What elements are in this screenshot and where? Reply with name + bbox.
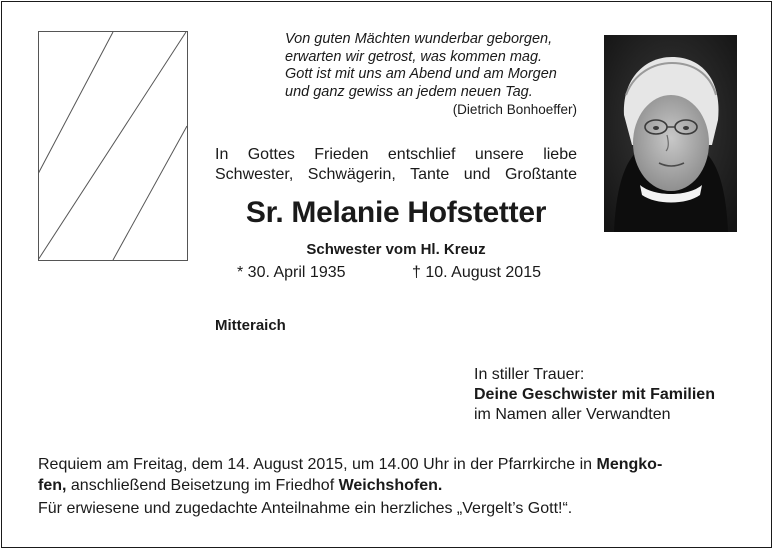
quote-line: Gott ist mit uns am Abend und am Morgen [285,66,557,83]
funeral-details [38,455,738,496]
funeral-text-2: anschließend Beisetzung im Friedhof [66,476,339,494]
church-place-cont: fen, [38,476,67,494]
deceased-name: Sr. Melanie Hofstetter [245,196,547,229]
portrait-photo [604,35,737,232]
cross-placeholder-box [38,31,188,261]
intro-line: Schwester, Schwägerin, Tante und Großtante [215,166,577,183]
quote-line: und ganz gewiss an jedem neuen Tag. [285,83,533,100]
mourners-relatives: im Namen aller Verwandten [474,406,671,423]
church-place: Mengko- [596,456,663,473]
intro-text [215,145,577,185]
mourners-family: Deine Geschwister mit Familien [474,386,715,403]
residence-place: Mitteraich [215,317,286,334]
funeral-text-1: Requiem am Freitag, dem 14. August 2015, um 14.00 Uhr in der Pfarrkirche in [38,456,597,473]
death-date: † 10. August 2015 [412,264,541,281]
quote-line: erwarten wir getrost, was kommen mag. [285,48,543,65]
birth-date: * 30. April 1935 [237,264,346,281]
mourners-block [474,365,715,425]
thanks-text: Für erwiesene und zugedachte Anteilnahme ein herzliches „Vergelt’s Gott!“. [38,500,573,517]
bonhoeffer-quote [285,31,577,119]
mourners-intro: In stiller Trauer: [474,366,585,383]
intro-line: In Gottes Frieden entschlief unsere liebe [215,146,577,163]
quote-line: Von guten Mächten wunderbar geborgen, [285,31,553,47]
cemetery-place: Weichshofen. [338,476,443,494]
religious-order: Schwester vom Hl. Kreuz [306,241,486,258]
quote-author: (Dietrich Bonhoeffer) [452,102,577,118]
